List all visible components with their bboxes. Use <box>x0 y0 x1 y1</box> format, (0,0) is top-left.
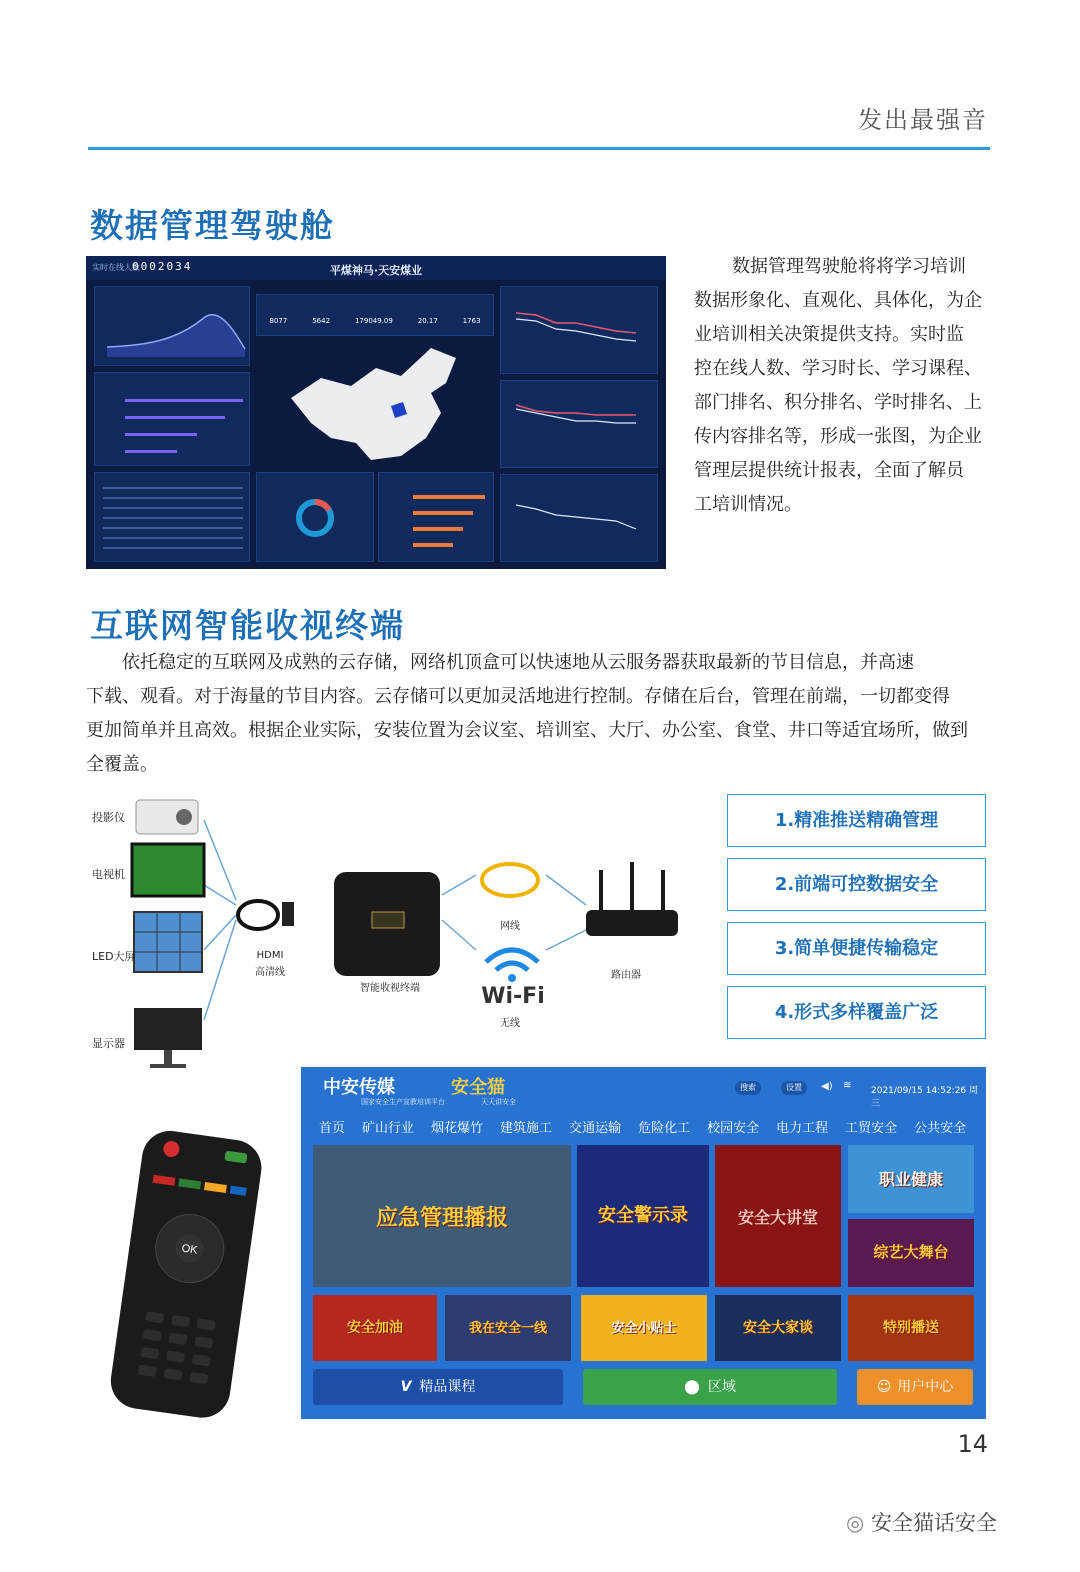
program-tile[interactable] <box>848 1145 974 1213</box>
wifi-sub-label: 无线 <box>500 1018 520 1029</box>
description-line: 传内容排名等，形成一张图，为企业 <box>694 426 982 447</box>
description-line: 控在线人数、学习时长、学习课程、 <box>694 358 982 379</box>
tile-title: 安全加油 <box>347 1320 403 1336</box>
description-line: 工培训情况。 <box>694 494 802 515</box>
button-label: 区域 <box>707 1379 736 1395</box>
user-center-button[interactable] <box>857 1369 973 1405</box>
paragraph-line: 依托稳定的互联网及成熟的云存储，网络机顶盒可以快速地从云服务器获取最新的节目信息，并高速 <box>122 652 914 673</box>
paragraph-line: 下载、观看。对于海量的节目内容。云存储可以更加灵活地进行控制。存储在后台，管理在前端，一切都变得 <box>86 686 950 707</box>
stat-value: 1763 <box>462 317 481 325</box>
description-line: 管理层提供统计报表，全面了解员 <box>694 460 964 481</box>
nav-item[interactable]: 工贸安全 <box>845 1121 898 1136</box>
brand-subtitle: 国家安全生产宣教培训平台 <box>361 1098 445 1106</box>
monitor-icon <box>134 1008 202 1050</box>
program-tile[interactable] <box>715 1295 841 1361</box>
footer-watermark <box>846 1507 997 1537</box>
dashboard-description <box>694 250 994 522</box>
terminal-label: 智能收视终端 <box>360 983 420 994</box>
program-tile[interactable] <box>445 1295 571 1361</box>
tv-icon <box>132 844 204 896</box>
tile-title: 安全大讲堂 <box>737 1208 818 1227</box>
device-label-projector: 投影仪 <box>92 811 125 824</box>
feature-box: 2.前端可控数据安全 <box>727 858 986 911</box>
svg-text:OK: OK <box>180 1242 199 1257</box>
wifi-status-icon: ≋ <box>843 1080 852 1091</box>
premium-courses-button[interactable] <box>313 1369 563 1405</box>
tv-interface-screenshot <box>301 1067 986 1419</box>
connection-diagram <box>86 790 716 1090</box>
header-title: 发出最强音 <box>858 106 988 134</box>
nav-item[interactable]: 危险化工 <box>638 1121 691 1136</box>
nav-item[interactable]: 电力工程 <box>776 1121 829 1136</box>
search-button[interactable]: 搜索 <box>735 1081 761 1095</box>
program-tile-large[interactable] <box>313 1145 571 1287</box>
header-divider <box>88 147 990 150</box>
section-title-dashboard: 数据管理驾驶舱 <box>90 206 335 245</box>
online-counter-value: 0002034 <box>132 260 193 273</box>
china-map <box>281 338 471 466</box>
brand2-logo: 安全猫 <box>451 1077 505 1098</box>
category-nav <box>319 1117 983 1136</box>
page-number: 14 <box>957 1430 988 1458</box>
feature-box: 4.形式多样覆盖广泛 <box>727 986 986 1039</box>
hdmi-cable-icon <box>238 901 278 929</box>
footer-text: 安全猫话安全 <box>871 1511 997 1535</box>
line-chart-2 <box>501 381 659 469</box>
nav-item[interactable]: 公共安全 <box>914 1121 967 1136</box>
tile-title: 安全大家谈 <box>743 1320 813 1336</box>
hdmi-label: HDMI <box>256 950 284 961</box>
hdmi-sub-label: 高清线 <box>255 967 285 978</box>
tile-title: 综艺大舞台 <box>873 1243 949 1261</box>
led-wall-icon <box>134 912 202 972</box>
tile-title: 应急管理播报 <box>375 1206 508 1231</box>
region-button[interactable] <box>583 1369 837 1405</box>
feature-box: 1.精准推送精确管理 <box>727 794 986 847</box>
tile-title: 特别播送 <box>883 1320 939 1336</box>
nav-item[interactable]: 矿山行业 <box>362 1121 415 1136</box>
dashboard-title: 平煤神马·天安煤业 <box>329 264 423 277</box>
program-tile[interactable] <box>581 1295 707 1361</box>
nav-item[interactable]: 建筑施工 <box>500 1121 553 1136</box>
nav-item[interactable]: 交通运输 <box>569 1121 622 1136</box>
points-rank-panel <box>94 472 250 562</box>
tile-title: 职业健康 <box>878 1170 943 1189</box>
stat-value: 5642 <box>312 317 331 325</box>
dashboard-screenshot <box>86 256 666 569</box>
tile-title: 安全警示录 <box>598 1205 688 1226</box>
device-label-monitor: 显示器 <box>92 1037 125 1050</box>
button-label: 精品课程 <box>419 1379 476 1395</box>
line-panel-2 <box>500 380 658 468</box>
line-chart-1 <box>501 287 659 375</box>
paragraph-line: 全覆盖。 <box>86 754 158 775</box>
online-area-panel <box>94 286 250 366</box>
vip-icon: V <box>400 1379 412 1395</box>
line-chart-3 <box>501 475 659 563</box>
program-tile[interactable] <box>577 1145 709 1287</box>
wechat-icon: ◎ <box>846 1511 871 1535</box>
online-counter-label: 实时在线人数 <box>92 263 140 272</box>
wifi-icon <box>486 950 538 970</box>
description-line: 业培训相关决策提供支持。实时监 <box>694 324 964 345</box>
program-tile[interactable] <box>313 1295 437 1361</box>
description-line: 部门排名、积分排名、学时排名、上 <box>694 392 982 413</box>
remote-control-image <box>96 1130 272 1420</box>
device-label-tv: 电视机 <box>92 868 125 881</box>
router-icon <box>586 910 678 936</box>
description-line: 数据形象化、直观化、具体化，为企 <box>694 290 982 311</box>
feature-box: 3.简单便捷传输稳定 <box>727 922 986 975</box>
donut-chart <box>257 473 375 563</box>
datetime: 2021/09/15 14:52:26 周三 <box>871 1086 979 1109</box>
study-rank-panel <box>378 472 494 562</box>
study-bar-chart <box>379 473 495 563</box>
dept-rank-panel <box>94 372 250 466</box>
line-panel-1 <box>500 286 658 374</box>
tile-title: 我在安全一线 <box>468 1321 547 1336</box>
description-line: 数据管理驾驶舱将将学习培训 <box>732 256 966 277</box>
location-pin-icon: ⬤ <box>684 1379 700 1395</box>
settings-button[interactable]: 设置 <box>781 1081 807 1095</box>
line-panel-3 <box>500 474 658 562</box>
stat-value: 8077 <box>269 317 288 325</box>
ethernet-cable-icon <box>482 864 538 896</box>
paragraph-line: 更加简单并且高效。根据企业实际，安装位置为会议室、培训室、大厅、办公室、食堂、井口等适宜场所，做到 <box>86 720 968 741</box>
section-title-terminal: 互联网智能收视终端 <box>90 606 405 645</box>
cable-label: 网线 <box>500 921 520 932</box>
dept-bar-chart <box>95 373 251 467</box>
volume-icon: ◀) <box>821 1081 833 1092</box>
terminal-paragraph <box>86 646 990 782</box>
button-label: 用户中心 <box>897 1379 954 1395</box>
nav-item[interactable]: 烟花爆竹 <box>431 1121 484 1136</box>
area-chart <box>95 287 251 367</box>
program-tile[interactable] <box>848 1219 974 1287</box>
device-label-led: LED大屏 <box>92 950 136 963</box>
tile-title: 安全小贴士 <box>611 1321 677 1336</box>
nav-item[interactable]: 首页 <box>319 1121 346 1136</box>
points-list <box>95 473 251 563</box>
nav-item[interactable]: 校园安全 <box>707 1121 760 1136</box>
stat-value: 179049.09 <box>354 317 393 325</box>
brand-logo: 中安传媒 <box>323 1077 395 1098</box>
router-label: 路由器 <box>611 970 641 981</box>
program-tile[interactable] <box>715 1145 841 1287</box>
wifi-label: Wi-Fi <box>481 984 545 1009</box>
user-icon: ☺ <box>876 1379 892 1395</box>
stats-strip <box>256 294 494 336</box>
stat-value: 20.17 <box>417 317 438 325</box>
brand2-subtitle: 天天讲安全 <box>481 1098 516 1106</box>
program-tile[interactable] <box>848 1295 974 1361</box>
completion-panel <box>256 472 374 562</box>
